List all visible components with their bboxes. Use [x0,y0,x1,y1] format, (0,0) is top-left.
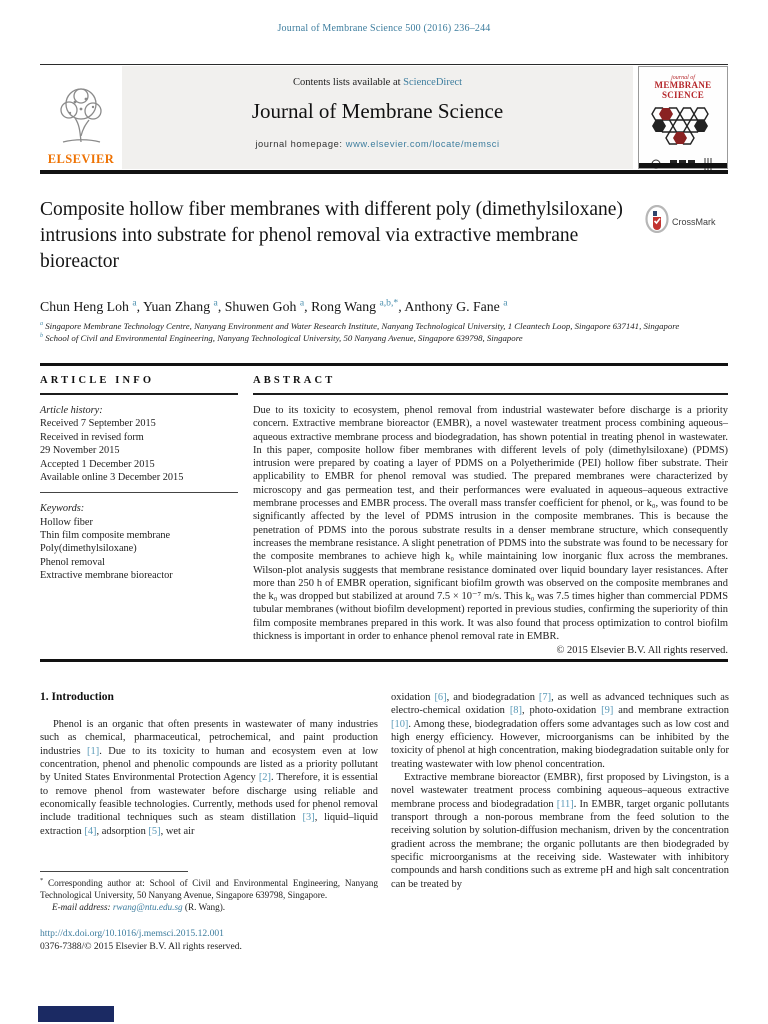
masthead [40,66,728,169]
citation-ref[interactable]: [7] [538,692,552,703]
homepage-url-link[interactable]: www.elsevier.com/locate/memsci [345,139,500,149]
paragraph: Phenol is an organic that often presents in wastewater of many industries such as chemical, pharmaceutical, petrochemical, and paint production industries [1]. Due to its toxicity to human and ecosystem even at low concentration, phenol and phenolic compounds are listed as a priority pollutant by United States Environmental Protection Agency [2]. Therefore, it is essential to remove phenol from wastewater before discharge using reliable and economically feasible technologies. Currently, methods used for phenol removal include traditional techniques such as steam distillation [3], liquid–liquid extraction [4], adsorption [5], wet air [40,719,379,837]
keywords-label: Keywords: [40,503,85,515]
article-history-list [40,417,238,484]
intro-left-column [40,691,378,891]
article-info-column [40,375,238,656]
page-footer [40,928,242,954]
cover-line-1: journal of [671,75,695,81]
crossmark-icon [645,205,669,238]
article-info-heading: ARTICLE INFO [40,375,155,386]
homepage-prefix: journal homepage: [255,139,346,149]
hexagon-pattern-icon [647,106,719,157]
intro-right-column [391,691,729,891]
affiliation-list [40,320,728,345]
citation-ref[interactable]: [3] [302,812,315,824]
contents-prefix: Contents lists available at [292,77,404,88]
masthead-bottom-rule [40,170,728,174]
issn-copyright-line: 0376-7388/© 2015 Elsevier B.V. All rights reserved. [40,940,242,952]
author-list [40,297,728,315]
list-line: Extractive membrane bioreactor [40,570,173,582]
footnote-rule [40,871,188,872]
doi-link[interactable]: http://dx.doi.org/10.1016/j.memsci.2015.12.001 [40,928,224,939]
list-line: Received in revised form [40,431,144,443]
author: Rong Wang $^{a,b,*}$, [311,297,405,314]
list-line: 29 November 2015 [40,445,120,457]
author: Yuan Zhang $^a$, [143,297,225,314]
email-label: E-mail address: [52,902,111,913]
history-label: Article history: [40,405,103,416]
abstract-heading: ABSTRACT [253,375,336,386]
list-line: Hollow fiber [40,516,93,528]
intro-heading: 1. Introduction [40,691,114,703]
list-line: Poly(dimethylsiloxane) [40,543,137,555]
elsevier-tree-icon [53,84,109,151]
citation-ref[interactable]: [1] [87,745,100,757]
journal-cover-thumbnail[interactable] [638,66,728,169]
affiliation: $^a$ Singapore Membrane Technology Centre, Nanyang Environment and Water Research Institute, Nanyang Technological University, 1 Cleantech Loop, Singapore 637141, Singapore [40,321,680,331]
page-citation: Journal of Membrane Science 500 (2016) 236–244 [277,23,491,34]
crossmark-badge[interactable] [645,205,729,238]
email-link[interactable]: rwang@ntu.edu.sg [112,902,183,913]
citation-ref[interactable]: [6] [434,692,447,703]
cover-line-3: SCIENCE [661,89,705,100]
author: Shuwen Goh $^a$, [224,297,312,314]
abstract-heading-rule [253,393,728,395]
paragraph: oxidation [6], and biodegradation [7], as well as advanced techniques such as electro-chemical oxidation [8], photo-oxidation [9] and membrane extraction [10]. Among these, biodegradation offers some advantages such as low cost and high energy efficiency. However, microorganisms can be inhibited by the toxicity of phenol at high concentration, making biodegradation suitable only for treating wastewater with low phenol concentration. [391,692,729,770]
article-info-heading-rule [40,393,238,395]
masthead-top-rule [40,64,728,65]
footnote-text [40,877,378,901]
elsevier-logo[interactable] [40,66,122,169]
intro-right-col [391,691,729,891]
citation-ref[interactable]: [5] [148,825,161,837]
cover-bottom-bar [639,163,727,168]
info-divider-rule [40,492,238,493]
list-line: Available online 3 December 2015 [40,471,184,483]
abstract-bottom-rule [40,659,728,662]
section-divider-rule [40,363,728,366]
citation-ref[interactable]: [4] [84,825,97,837]
citation-ref[interactable]: [11] [556,798,574,810]
info-abstract-section [40,375,728,656]
list-line: Accepted 1 December 2015 [40,458,155,470]
email-suffix: (R. Wang). [182,902,226,913]
cover-line-2: MEMBRANE [654,80,712,90]
author: Chun Heng Loh $^a$, [40,297,144,314]
citation-ref[interactable]: [10] [391,718,409,730]
intro-left-col [40,718,378,838]
homepage-line [122,139,633,149]
abstract-copyright: © 2015 Elsevier B.V. All rights reserved. [556,645,728,657]
corresponding-author-footnote [40,871,378,913]
list-line: Received 7 September 2015 [40,418,156,430]
contents-line [122,77,633,88]
elsevier-wordmark: ELSEVIER [47,152,115,166]
footnote-marker: * [40,877,44,884]
sciencedirect-link[interactable]: ScienceDirect [403,77,463,88]
footnote-email-line [40,901,378,913]
abstract-text: Due to its toxicity to ecosystem, phenol removal from industrial wastewater before discharge is a priority concern. Extractive membrane bioreactor (EMBR), a novel wastewater treatment process combining aqueous–aqueous extractive membrane process and biodegradation, has shown potential in treating phenol in wastewater. In this paper, composite hollow fiber membranes with different levels of poly (dimethylsiloxane) (PDMS) intrusion were prepared by coating a layer of PDMS on a Polyetherimide (PEI) hollow fiber substrate. Their applicability to EMBR for phenol removal was studied. The prepared membranes were characterized by microscopy and gas permeation test, and their performances were evaluated in aqueous–aqueous extractive membrane processes and EMBR process. The overall mass transfer coefficient for phenol, or k₀, was found to be significantly affected by the level of PDMS intrusion in the composite membranes. This is because the penetration of PDMS into the porous substrate results in a denser membrane structure, which consequently increases the membrane resistance. A slight penetration of PDMS into the substrate was found to be necessary for the composite membranes to achieve high k₀ while maintaining low inorganic flux across the membranes. Wilson-plot analysis suggests that membrane resistance dominated over liquid boundary layer resistances. After more than 250 h of EMBR operation, significant biofilm growth was observed on the composite membranes and the k₀ was dropped but stabilized at around 7.5 × 10⁻⁷ m/s. This k₀ was 7.5 times higher than commercial PDMS tubular membranes (without biofilm development) reported in previous studies, confirming the superiority of thin film composite membranes prepared in this work. It was also found that process optimization to control biofilm thickness is important in order to enhance phenol removal rate in EMBR. [253,405,728,643]
journal-title: Journal of Membrane Science [251,99,504,123]
keyword-list [40,516,238,583]
citation-ref[interactable]: [9] [601,705,614,717]
crossmark-label: CrossMark [672,216,716,227]
list-line: Phenol removal [40,556,105,568]
citation-ref[interactable]: [2] [258,772,271,784]
masthead-center [122,66,633,169]
paragraph: Extractive membrane bioreactor (EMBR), first proposed by Livingston, is a novel wastewater treatment process combining aqueous–aqueous extractive membrane process and biodegradation [11]. In EMBR, target organic pollutants transport through a non-porous membrane from the feed solution to the receiving solution by solution-diffusion mechanism, driven by the concentration gradient across the membrane; the organic pollutants are then biodegraded by specific microorganisms at the receiving side. Wastewater with inhibitory compounds and harsh conditions such as extreme pH and high salt concentration can be treated by [391,772,730,890]
bottom-left-navy-mark [38,1006,114,1022]
footnote-body: Corresponding author at: School of Civil and Environmental Engineering, Nanyang Technological University, 50 Nanyang Avenue, Singapore 639798, Singapore. [40,878,378,901]
article-title: Composite hollow fiber membranes with different poly (dimethylsiloxane) intrusions into substrate for phenol removal via extractive membrane bioreactor [40,199,623,273]
citation-ref[interactable]: [8] [509,705,522,717]
list-line: Thin film composite membrane [40,530,171,541]
abstract-column [253,375,728,656]
affiliation: $^b$ School of Civil and Environmental Engineering, Nanyang Technological University, 50 Nanyang Avenue, Singapore 639798, Singapore [40,333,523,344]
author: Anthony G. Fane $^a$ [404,297,508,314]
introduction-section [40,691,728,891]
